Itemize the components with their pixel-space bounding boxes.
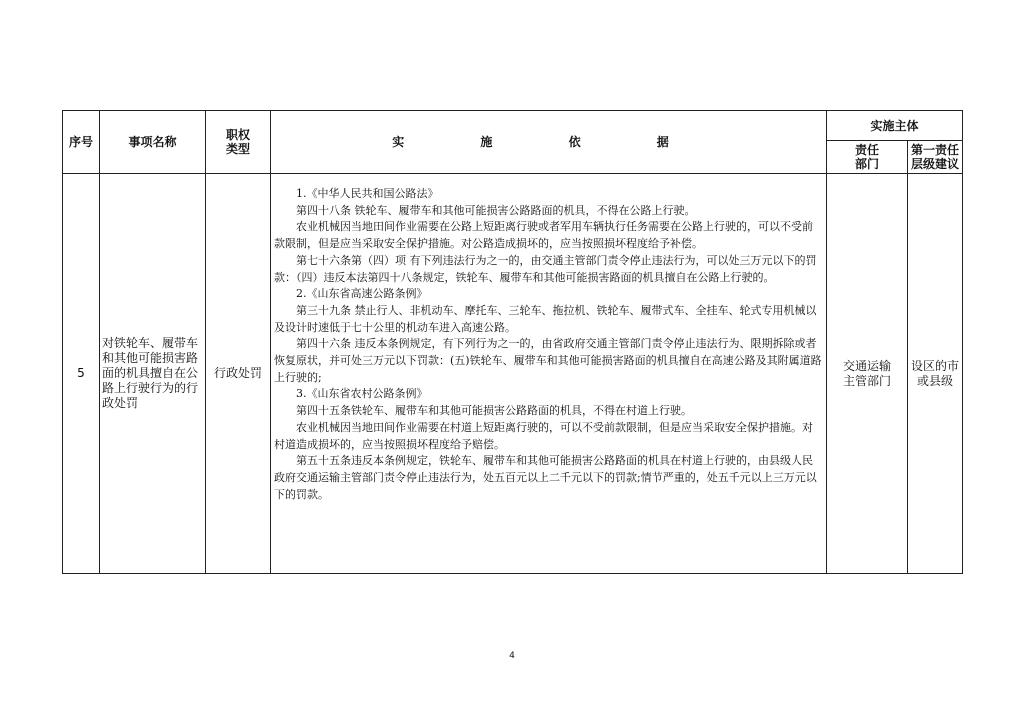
basis-para: 农业机械因当地田间作业需要在公路上短距离行驶或者军用车辆执行任务需要在公路上行驶的，可以不受前款限制，但是应当采取安全保护措施。对公路造成损坏的，应当按照损坏程度给予补偿。: [274, 220, 813, 251]
row-level-text: 设区的市 或县级: [911, 358, 960, 388]
header-dept-text: 责任 部门: [854, 143, 879, 171]
header-dept: [827, 141, 908, 174]
row-level: [908, 174, 963, 574]
row-dept-text: 交通运输 主管部门: [842, 358, 891, 388]
basis-para: 第七十六条第（四）项 有下列违法行为之一的，由交通主管部门责令停止违法行为，可以处三万元以下的罚款：（四）违反本法第四十八条规定，铁轮车、履带车和其他可能损害路面的机具擅自在公路上行驶的。: [274, 253, 817, 284]
row-power-type: 行政处罚: [206, 174, 271, 574]
basis-para: 第四十六条 违反本条例规定，有下列行为之一的，由省政府交通主管部门责令停止违法行为、限期拆除或者恢复原状，并可处三万元以下罚款：(五)铁轮车、履带车和其他可能损害路面的机具擅自在高速公路及其附属道路上行驶的;: [274, 337, 822, 384]
basis-para: 农业机械因当地田间作业需要在村道上短距离行驶的，可以不受前款限制，但是应当采取安全保护措施。对村道造成损坏的，应当按照损坏程度给予赔偿。: [274, 420, 813, 451]
row-seq: 5: [63, 174, 100, 574]
basis-para: 第四十五条铁轮车、履带车和其他可能损害公路路面的机具，不得在村道上行驶。: [296, 404, 692, 418]
row-item-name: 对铁轮车、履带车和其他可能损害路面的机具擅自在公路上行驶行为的行政处罚: [100, 174, 206, 574]
basis-para: 1.《中华人民共和国公路法》: [296, 187, 439, 200]
header-basis-text: 实 施 依 据: [392, 135, 705, 149]
basis-para: 第三十九条 禁止行人、非机动车、摩托车、三轮车、拖拉机、铁轮车、履带式车、全挂车、轮式专用机械以及设计时速低于七十公里的机动车进入高速公路。: [274, 303, 817, 334]
header-level: [908, 141, 963, 174]
basis-para: 3.《山东省农村公路条例》: [296, 387, 428, 401]
enforcement-table: [62, 110, 963, 574]
row-dept: [827, 174, 908, 574]
basis-para: 第五十五条违反本条例规定，铁轮车、履带车和其他可能损害公路路面的机具在村道上行驶的，由县级人民政府交通运输主管部门责令停止违法行为，处五百元以上二千元以下的罚款;情节严重的，处五千元以上三万元以下的罚款。: [274, 454, 817, 501]
header-power-type-text: 职权 类型: [225, 128, 250, 156]
header-basis: [271, 111, 827, 174]
row-basis: [271, 174, 827, 574]
table-row: [63, 174, 963, 574]
basis-para: 2.《山东省高速公路条例》: [296, 287, 428, 301]
page-number: 4: [509, 651, 515, 661]
header-entity: 实施主体: [827, 111, 963, 141]
header-item-name: 事项名称: [100, 111, 206, 174]
header-level-text: 第一责任 层级建议: [911, 143, 960, 171]
header-seq: 序号: [63, 111, 100, 174]
basis-para: 第四十八条 铁轮车、履带车和其他可能损害公路路面的机具，不得在公路上行驶。: [296, 203, 696, 217]
header-power-type: [206, 111, 271, 174]
